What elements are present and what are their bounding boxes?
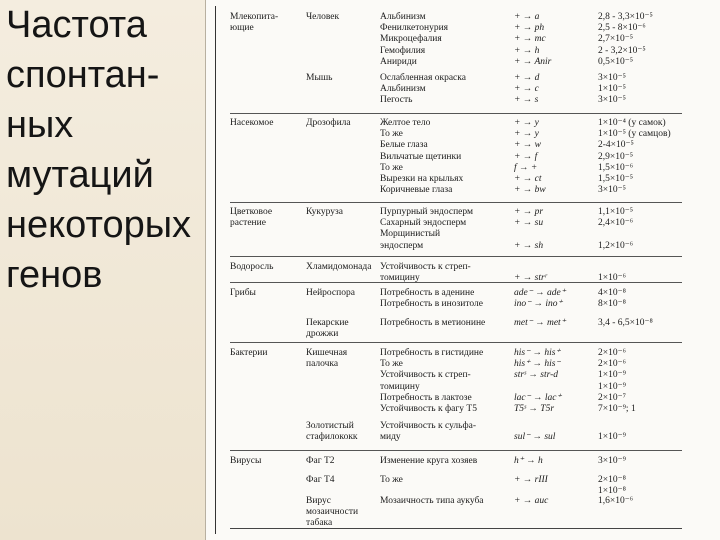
species-cell-line: Человек [306,12,340,22]
mutation-frequency-cell-line: 2,5 - 8×10⁻⁶ [598,23,646,34]
species-cell [306,73,332,84]
gene-mutation-cell [514,73,539,107]
organism-group-cell [230,207,272,229]
title-line: ных [6,104,74,146]
gene-mutation-cell-line: lac⁻ → lac⁺ [514,392,562,403]
mutation-frequency-cell [598,318,653,329]
gene-mutation-cell [514,12,551,68]
trait-cell-line: Желтое тело [380,118,431,128]
species-cell-line: Нейроспора [306,288,355,298]
organism-group-cell-line: Вирусы [230,456,262,466]
mutation-frequency-cell-line: 3×10⁻⁵ [598,185,626,196]
mutation-frequency-cell-line: 1×10⁻⁶ [598,273,626,284]
trait-cell-line: Потребность в метионине [380,318,486,328]
mutation-frequency-cell-line: 8×10⁻⁸ [598,299,626,310]
trait-cell-line: Потребность в гистидине [380,348,484,358]
species-cell-line: Дрозофила [306,118,351,128]
mutation-frequency-cell-line: 2×10⁻⁶ [598,359,626,370]
gene-mutation-cell-line: + → y [514,129,539,140]
scanned-table-image [205,0,720,540]
gene-mutation-cell-line: + → auc [514,496,549,506]
species-cell [306,348,347,370]
gene-mutation-cell-line: met⁻ → met⁺ [514,318,566,328]
trait-cell-line: Изменение круга хозяев [380,456,478,466]
title-line: некоторых [6,204,192,246]
gene-mutation-cell [514,262,547,284]
trait-cell [380,118,463,196]
gene-mutation-cell-line: + → sh [514,240,544,251]
organism-group-cell [230,262,273,273]
mutation-frequency-cell-line [598,421,626,432]
trait-cell-line: Фенилкетонурия [380,23,449,34]
species-cell-line: Золотистый [306,421,354,431]
organism-group-cell-line: Бактерии [230,348,268,358]
trait-cell-line: Потребность в аденине [380,288,475,298]
trait-cell-line: Потребность в лактозе [380,392,472,403]
gene-mutation-cell-line: sul⁻ → sul [514,432,556,443]
gene-mutation-cell [514,475,548,486]
gene-mutation-cell-line: ade⁻ → ade⁺ [514,288,566,298]
gene-mutation-cell-line: + → c [514,84,539,95]
table-bottom-rule [230,528,682,529]
mutation-frequency-cell-line: 1×10⁻⁴ (у самок) [598,118,666,128]
gene-mutation-cell-line: his⁺ → his⁻ [514,359,561,370]
mutation-frequency-cell-line: 2×10⁻⁷ [598,392,626,403]
species-cell-line: Вирус [306,496,332,506]
trait-cell-line: Ослабленная окраска [380,73,466,83]
trait-cell-line: томицину [380,273,420,284]
species-cell-line: Фаг T4 [306,475,335,485]
trait-cell-line: Альбинизм [380,12,426,22]
species-cell [306,496,358,530]
mutation-frequency-cell [598,262,626,284]
organism-group-cell [230,118,273,129]
gene-mutation-cell [514,118,546,196]
species-cell-line: Хламидомонада [306,262,372,272]
mutation-frequency-cell-line: 2,4×10⁻⁶ [598,218,634,229]
trait-cell-line: Устойчивость к стреп- [380,370,471,381]
trait-cell-line: Морщинистый [380,229,441,240]
trait-cell-line: Вырезки на крыльях [380,174,464,185]
mutation-frequency-cell-line: 1,1×10⁻⁵ [598,207,634,217]
species-cell-line: дрожжи [306,329,339,340]
gene-mutation-cell-line: + → su [514,218,544,229]
organism-group-cell-line: Водоросль [230,262,274,272]
mutation-frequency-cell-line: 1×10⁻⁵ [598,84,626,95]
mutation-frequency-cell-line: 2×10⁻⁶ [598,348,626,358]
gene-mutation-cell-line: + → w [514,140,541,151]
organism-group-cell-line: ющие [230,23,254,34]
gene-mutation-cell-line: + → pr [514,207,544,217]
trait-cell-line: Коричневые глаза [380,185,453,196]
trait-cell [380,421,476,443]
trait-cell [380,207,473,252]
gene-mutation-cell-line: + → ct [514,174,542,185]
gene-mutation-cell [514,348,562,415]
trait-cell-line: Микроцефалия [380,34,442,45]
species-cell [306,207,343,218]
organism-group-cell [230,288,256,299]
mutation-frequency-cell [598,118,671,196]
mutation-frequency-cell-line: 2 - 3,2×10⁻⁵ [598,45,646,56]
trait-cell-line: То же [380,129,403,140]
trait-cell-line: Гемофилия [380,45,426,56]
section-divider [230,450,682,451]
organism-group-cell-line: Грибы [230,288,256,298]
mutation-frequency-cell-line: 1,2×10⁻⁶ [598,240,634,251]
trait-cell-line: Устойчивость к фагу T5 [380,404,477,415]
mutation-frequency-cell-line: 0,5×10⁻⁵ [598,56,634,67]
mutation-frequency-cell-line: 7×10⁻⁹; 1 [598,404,636,415]
organism-group-cell-line: растение [230,218,266,229]
mutation-frequency-cell [598,288,626,310]
species-cell [306,475,335,486]
gene-mutation-cell-line: ino⁻ → ino⁺ [514,299,563,310]
trait-cell [380,262,471,284]
gene-mutation-cell-line: + → a [514,12,540,22]
mutation-frequency-cell-line: 1,5×10⁻⁵ [598,174,634,185]
mutation-frequency-cell-line: 3×10⁻⁹ [598,456,626,466]
mutation-frequency-cell-line: 3×10⁻⁵ [598,95,626,106]
trait-cell-line: То же [380,359,403,370]
gene-mutation-cell-line: + → mc [514,34,546,45]
gene-mutation-cell-line: his⁻ → his⁺ [514,348,561,358]
species-cell [306,318,349,340]
title-line: Частота [6,4,147,46]
organism-group-cell-line: Насекомое [230,118,274,128]
trait-cell [380,318,485,329]
section-divider [230,202,682,203]
mutation-frequency-cell-line: 2,9×10⁻⁵ [598,151,634,162]
gene-mutation-cell-line: + → strʳ [514,273,547,284]
gene-mutation-cell-line: strˢ → str-d [514,370,559,381]
organism-group-cell [230,12,278,34]
mutation-frequency-cell-line: 3,4 - 6,5×10⁻⁸ [598,318,653,328]
species-cell-line: палочка [306,359,339,370]
trait-cell-line: То же [380,162,403,173]
organism-group-cell [230,456,261,467]
gene-mutation-cell-line: + → h [514,45,540,56]
gene-mutation-cell-line: + → rIII [514,475,548,485]
gene-mutation-cell-line: + → s [514,95,539,106]
gene-mutation-cell-line [514,421,555,432]
mutation-frequency-cell-line: 1,6×10⁻⁶ [598,496,634,506]
species-cell-line: стафилококк [306,432,358,443]
mutation-frequency-cell [598,456,626,467]
section-divider [230,113,682,114]
gene-mutation-cell-line: h⁺ → h [514,456,543,466]
trait-cell-line: Устойчивость к стреп- [380,262,471,272]
trait-cell-line: Сахарный эндосперм [380,218,467,229]
section-divider [230,256,682,257]
section-divider [230,342,682,343]
mutation-frequency-cell-line: 1×10⁻⁹ [598,432,626,443]
organism-group-cell [230,348,267,359]
organism-group-cell-line: Млекопита- [230,12,279,22]
gene-mutation-cell-line [514,262,547,273]
title-line: спонтан- [6,54,160,96]
gene-mutation-cell-line: + → Anir [514,56,552,67]
mutation-frequency-cell-line: 1,5×10⁻⁶ [598,162,634,173]
species-cell [306,421,358,443]
species-cell-line: мозаичности [306,507,359,518]
gene-mutation-cell-line: f → + [514,162,538,173]
trait-cell [380,475,403,486]
species-cell-line: табака [306,518,333,529]
mutation-frequency-cell [598,12,653,68]
mutation-frequency-cell-line: 1×10⁻⁵ (у самцов) [598,129,671,140]
gene-mutation-cell [514,496,548,507]
gene-mutation-cell-line: + → y [514,118,539,128]
slide-title [6,0,206,300]
mutation-frequency-cell [598,421,626,443]
species-cell-line: Кишечная [306,348,348,358]
gene-mutation-cell-line: + → d [514,73,540,83]
trait-cell-line: Пурпурный эндосперм [380,207,473,217]
trait-cell-line: Белые глаза [380,140,428,151]
species-cell [306,12,339,23]
species-cell [306,456,335,467]
gene-mutation-cell [514,318,566,329]
organism-group-cell-line: Цветковое [230,207,273,217]
species-cell-line: Фаг T2 [306,456,335,466]
trait-cell-line: эндосперм [380,240,424,251]
gene-mutation-cell-line [514,382,562,393]
trait-cell-line: Вильчатые щетинки [380,151,462,162]
gene-mutation-cell-line: + → bw [514,185,546,196]
mutation-frequency-cell-line: 1×10⁻⁹ [598,370,626,381]
page-left-edge-line [215,6,216,534]
mutation-frequency-cell-line: 4×10⁻⁸ [598,288,626,298]
mutation-frequency-cell [598,348,636,415]
mutation-frequency-cell-line: 2×10⁻⁸ [598,475,626,485]
trait-cell-line: Устойчивость к сульфа- [380,421,477,431]
species-cell [306,262,371,273]
species-cell-line: Пекарские [306,318,349,328]
trait-cell-line: Альбинизм [380,84,426,95]
gene-mutation-cell [514,456,543,467]
trait-cell [380,348,483,415]
trait-cell [380,12,448,68]
title-line: генов [6,254,103,296]
mutation-frequency-cell [598,207,633,252]
trait-cell-line: То же [380,475,403,485]
species-cell-line: Мышь [306,73,333,83]
mutation-frequency-cell-line [598,262,626,273]
mutation-frequency-cell-line: 1×10⁻⁹ [598,381,626,392]
trait-cell-line: томицину [380,381,420,392]
gene-mutation-cell [514,288,566,310]
trait-cell [380,496,484,507]
gene-mutation-cell-line: T5ˢ → T5r [514,404,555,415]
species-cell [306,118,351,129]
mutation-frequency-cell-line: 2,8 - 3,3×10⁻⁵ [598,12,653,22]
trait-cell-line: Потребность в инозитоле [380,299,483,310]
trait-cell [380,73,466,107]
trait-cell [380,288,483,310]
mutation-frequency-cell-line [598,229,633,240]
mutation-frequency-cell [598,496,633,507]
gene-mutation-cell [514,421,555,443]
title-line: мутаций [6,154,154,196]
trait-cell-line: Мозаичность типа аукуба [380,496,484,506]
mutation-frequency-cell [598,475,626,497]
mutation-frequency-cell-line: 3×10⁻⁵ [598,73,626,83]
trait-cell [380,456,477,467]
gene-mutation-cell-line [514,229,543,240]
gene-mutation-cell-line: + → f [514,151,538,162]
species-cell-line: Кукуруза [306,207,343,217]
species-cell [306,288,355,299]
trait-cell-line: миду [380,432,401,443]
mutation-frequency-cell [598,73,626,107]
mutation-frequency-cell-line: 2-4×10⁻⁵ [598,140,634,151]
mutation-frequency-cell-line: 2,7×10⁻⁵ [598,34,634,45]
gene-mutation-cell [514,207,543,252]
trait-cell-line: Анириди [380,56,417,67]
gene-mutation-cell-line: + → ph [514,23,545,34]
mutation-frequency-cell-line: 1×10⁻⁸ [598,486,626,497]
trait-cell-line: Пегость [380,95,413,106]
